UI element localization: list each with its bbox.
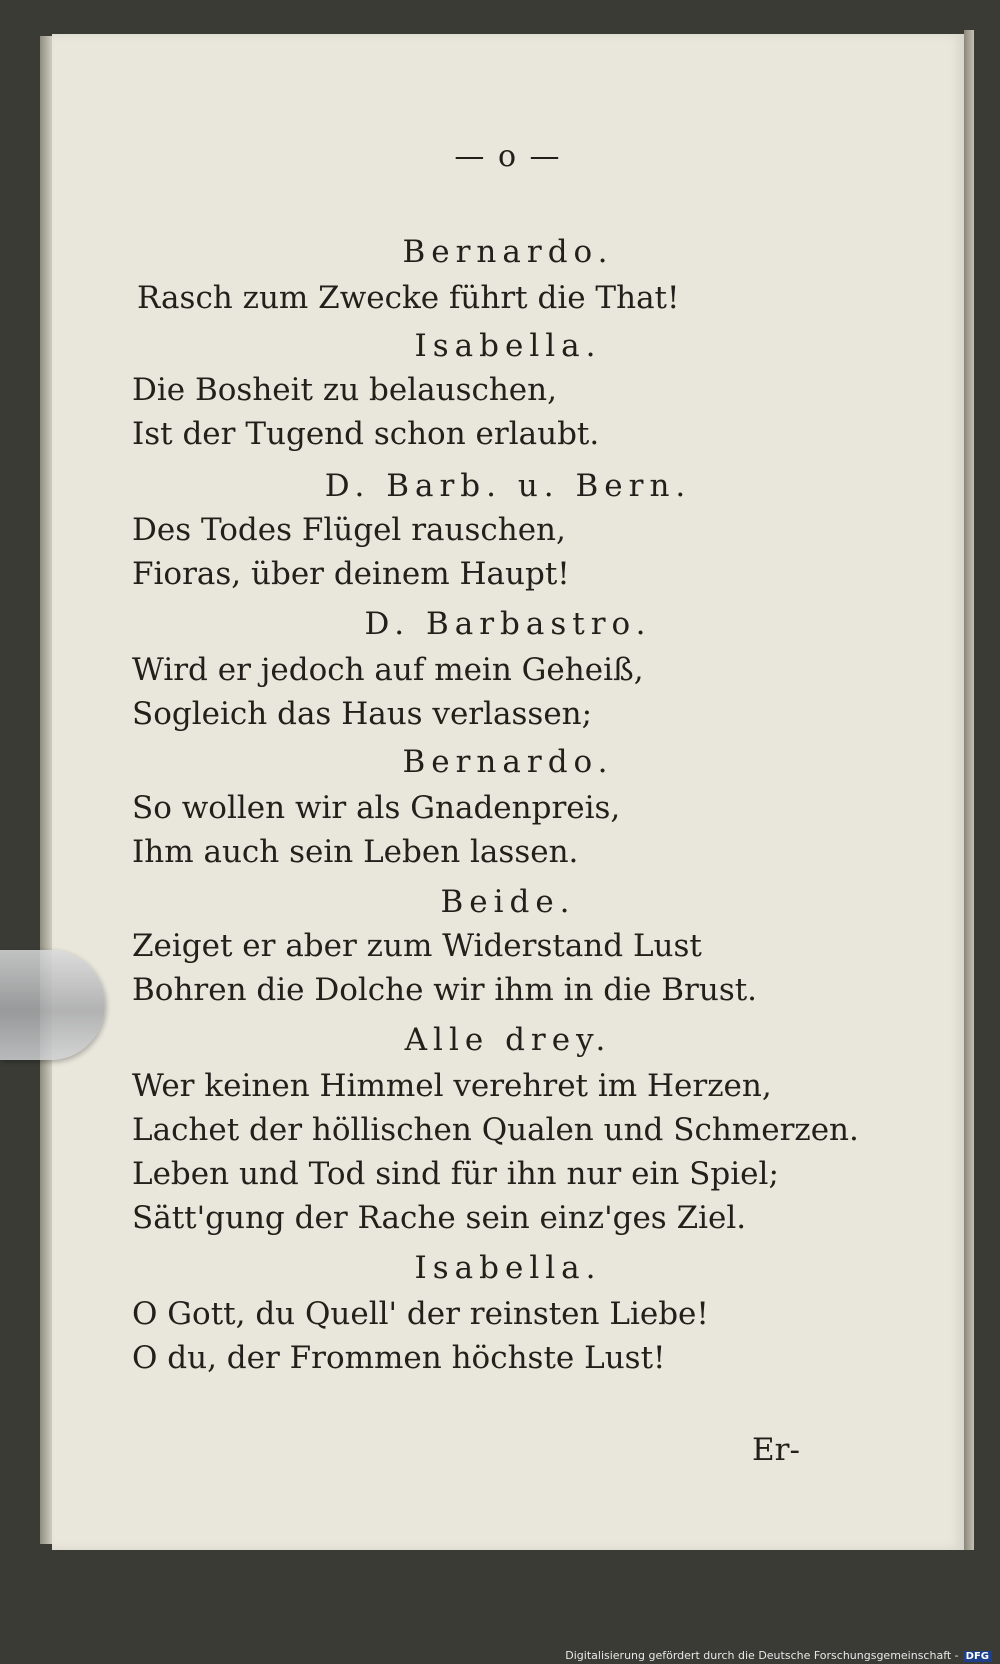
dfg-logo: DFG <box>963 1651 992 1662</box>
speaker-label: Isabella. <box>414 328 602 364</box>
verse-line: O Gott, du Quell' der reinsten Liebe! <box>132 1296 709 1332</box>
page-right-edge <box>964 30 974 1550</box>
page-text <box>52 34 964 1550</box>
verse-line: Des Todes Flügel rauschen, <box>132 512 566 548</box>
verse-line: So wollen wir als Gnadenpreis, <box>132 790 621 826</box>
verse-line: Rasch zum Zwecke führt die That! <box>137 280 680 316</box>
speaker-label: Bernardo. <box>402 744 614 780</box>
verse-line: Ihm auch sein Leben lassen. <box>132 834 579 870</box>
speaker-label: D. Barbastro. <box>364 606 652 642</box>
verse-line: Wer keinen Himmel verehret im Herzen, <box>132 1068 772 1104</box>
speaker-label: Bernardo. <box>402 234 614 270</box>
verse-line: Ist der Tugend schon erlaubt. <box>132 416 600 452</box>
page-header: — o — <box>454 139 562 174</box>
verse-line: Zeiget er aber zum Widerstand Lust <box>132 928 702 964</box>
verse-line: Die Bosheit zu belauschen, <box>132 372 557 408</box>
verse-line: Lachet der höllischen Qualen und Schmerzen. <box>132 1112 859 1148</box>
speaker-label: Beide. <box>440 884 576 920</box>
verse-line: Leben und Tod sind für ihn nur ein Spiel; <box>132 1156 779 1192</box>
verse-line: Sogleich das Haus verlassen; <box>132 696 593 732</box>
verse-line: Fioras, über deinem Haupt! <box>132 556 570 592</box>
verse-line: Bohren die Dolche wir ihm in die Brust. <box>132 972 758 1008</box>
verse-line: O du, der Frommen höchste Lust! <box>132 1340 666 1376</box>
verse-line: Wird er jedoch auf mein Geheiß, <box>132 652 644 688</box>
catchword: Er- <box>752 1432 800 1468</box>
speaker-label: D. Barb. u. Bern. <box>324 468 692 504</box>
digitization-footer <box>0 1642 1000 1664</box>
verse-line: Sätt'gung der Rache sein einz'ges Ziel. <box>132 1200 747 1236</box>
footer-credit <box>565 1649 992 1662</box>
speaker-label: Alle drey. <box>404 1022 612 1058</box>
book-page <box>52 34 964 1550</box>
page-clip <box>0 950 105 1060</box>
speaker-label: Isabella. <box>414 1250 602 1286</box>
credit-text: Digitalisierung gefördert durch die Deutsche Forschungsgemeinschaft - <box>565 1649 959 1662</box>
